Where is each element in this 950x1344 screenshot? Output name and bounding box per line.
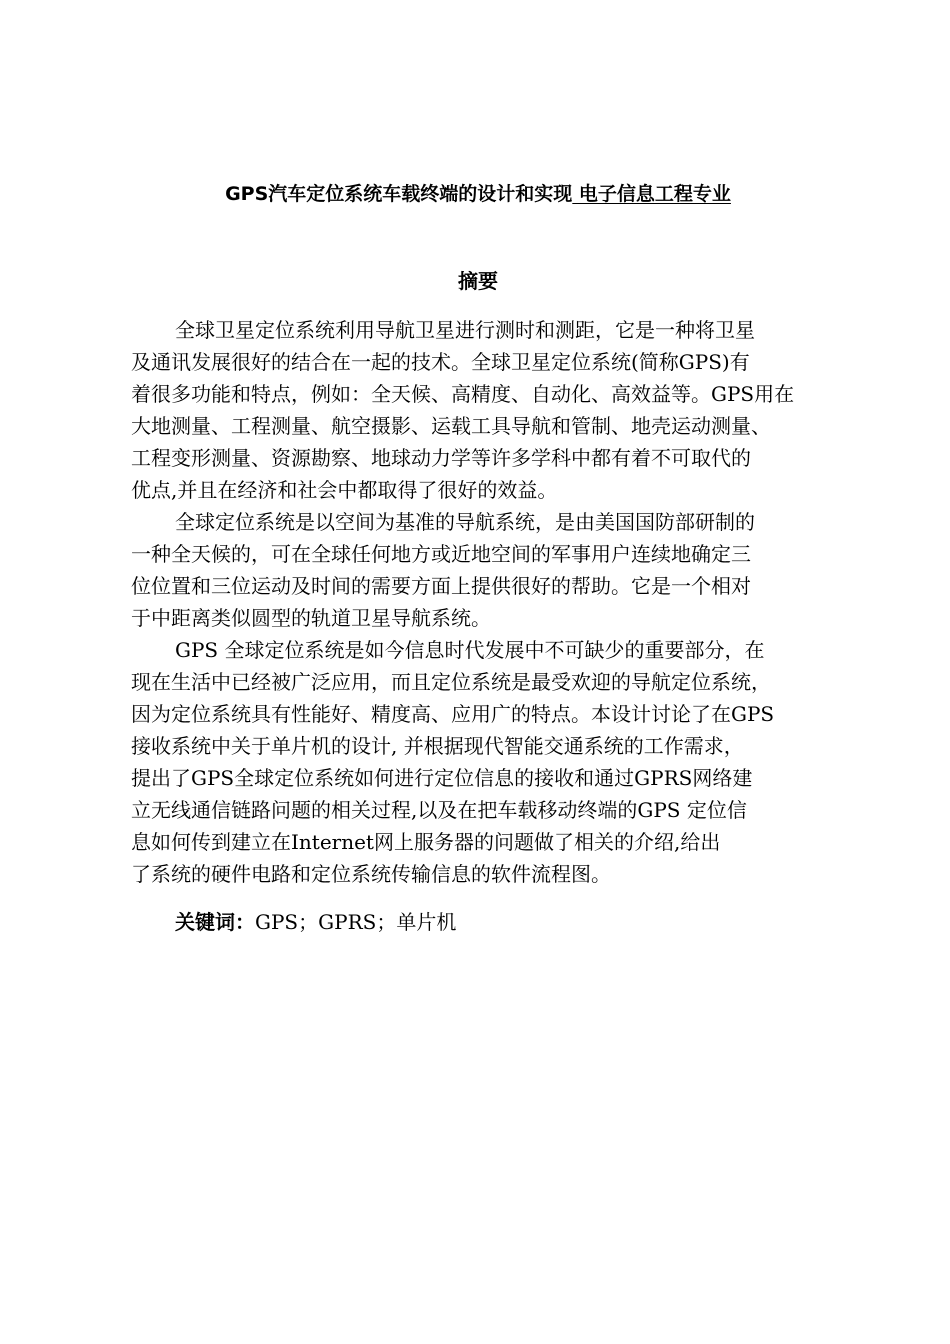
abstract-paragraph-1 xyxy=(131,314,821,506)
document-title xyxy=(0,180,950,208)
paragraph-line: 于中距离类似圆型的轨道卫星导航系统。 xyxy=(131,606,491,630)
paragraph-line: GPS 全球定位系统是如今信息时代发展中不可缺少的重要部分，在 xyxy=(175,638,765,662)
abstract-paragraph-2 xyxy=(131,506,821,634)
title-main: GPS汽车定位系统车载终端的设计和实现 xyxy=(225,183,573,205)
keywords-label: 关键词： xyxy=(175,910,255,934)
paragraph-line: 提出了GPS全球定位系统如何进行定位信息的接收和通过GPRS网络建 xyxy=(131,766,753,790)
paragraph-line: 优点,并且在经济和社会中都取得了很好的效益。 xyxy=(131,478,558,502)
abstract-heading: 摘要 xyxy=(458,269,498,293)
keywords-value: GPS；GPRS；单片机 xyxy=(255,910,457,934)
paragraph-line: 息如何传到建立在Internet网上服务器的问题做了相关的介绍,给出 xyxy=(131,830,721,854)
paragraph-line: 及通讯发展很好的结合在一起的技术。全球卫星定位系统(简称GPS)有 xyxy=(131,350,750,374)
paragraph-line: 着很多功能和特点，例如：全天候、高精度、自动化、高效益等。GPS用在 xyxy=(131,382,795,406)
paragraph-line: 全球定位系统是以空间为基准的导航系统，是由美国国防部研制的 xyxy=(175,510,755,534)
paragraph-line: 接收系统中关于单片机的设计, 并根据现代智能交通系统的工作需求， xyxy=(131,734,744,758)
paragraph-line: 位位置和三位运动及时间的需要方面上提供很好的帮助。它是一个相对 xyxy=(131,574,751,598)
paragraph-line: 了系统的硬件电路和定位系统传输信息的软件流程图。 xyxy=(131,862,611,886)
paragraph-line: 因为定位系统具有性能好、精度高、应用广的特点。本设计讨论了在GPS xyxy=(131,702,775,726)
paragraph-line: 工程变形测量、资源勘察、地球动力学等许多学科中都有着不可取代的 xyxy=(131,446,751,470)
paragraph-line: 立无线通信链路问题的相关过程,以及在把车载移动终端的GPS 定位信 xyxy=(131,798,747,822)
keywords-line xyxy=(175,906,456,938)
title-major: 电子信息工程专业 xyxy=(572,183,731,205)
paragraph-line: 一种全天候的，可在全球任何地方或近地空间的军事用户连续地确定三 xyxy=(131,542,751,566)
paragraph-line: 全球卫星定位系统利用导航卫星进行测时和测距，它是一种将卫星 xyxy=(175,318,755,342)
abstract-paragraph-3 xyxy=(131,634,821,890)
paragraph-line: 大地测量、工程测量、航空摄影、运载工具导航和管制、地壳运动测量、 xyxy=(131,414,771,438)
paragraph-line: 现在生活中已经被广泛应用，而且定位系统是最受欢迎的导航定位系统， xyxy=(131,670,771,694)
